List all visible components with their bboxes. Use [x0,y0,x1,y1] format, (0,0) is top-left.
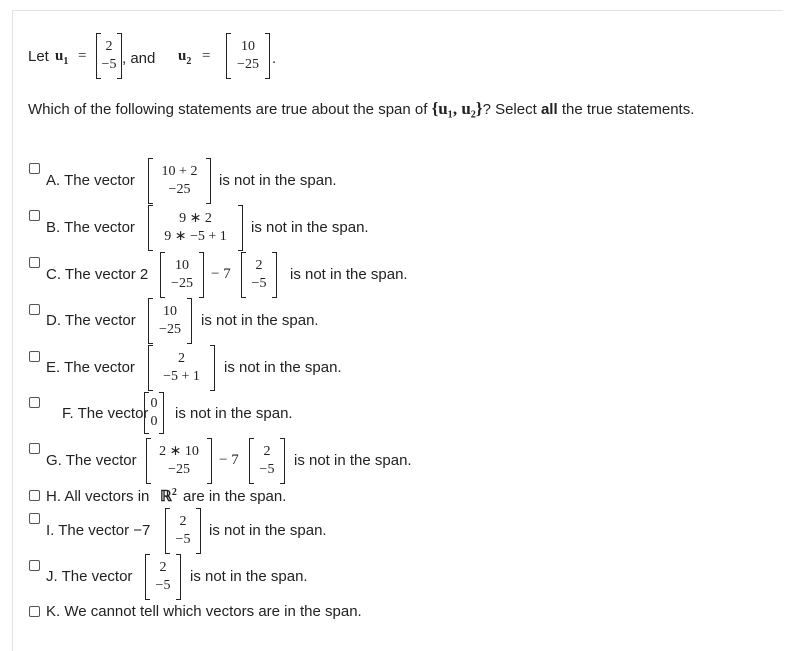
matrix-entry: −25 [237,57,259,72]
option-g-vector-1 [146,438,212,484]
checkbox-e[interactable] [29,351,40,362]
option-e-suffix: is not in the span. [224,359,342,376]
option-c-vector-1 [160,252,204,298]
option-i-vector [165,508,201,554]
matrix-entry: −5 [251,276,267,291]
matrix-entry: −5 + 1 [163,369,200,384]
checkbox-j[interactable] [29,560,40,571]
u2-vector [226,33,270,79]
option-c-minus: − 7 [211,266,231,282]
u2-symbol: $u_2$ [178,48,192,67]
intro-period: . [272,50,277,67]
matrix-entry: −25 [159,322,181,337]
matrix-entry: −5 [101,57,117,72]
option-d-label: D. The vector [46,312,136,329]
option-j-label: J. The vector [46,568,133,585]
matrix-entry: 2 ∗ 10 [159,444,199,459]
option-g-label: G. The vector [46,452,137,469]
option-a-vector [148,158,211,204]
matrix-entry: 10 + 2 [161,164,198,179]
option-g-vector-2 [249,438,285,484]
option-b-label: B. The vector [46,219,135,236]
option-d-suffix: is not in the span. [201,312,319,329]
intro-let: Let [28,48,49,65]
option-g-suffix: is not in the span. [294,452,412,469]
matrix-entry: 0 [150,396,158,411]
option-c-label: C. The vector 2 [46,266,149,283]
u1-symbol: $u_1$ [55,48,69,67]
checkbox-k[interactable] [29,606,40,617]
option-b-suffix: is not in the span. [251,219,369,236]
option-f-label: F. The vector [62,405,149,422]
matrix-entry: 10 [175,258,189,273]
matrix-entry: −5 [155,578,171,593]
matrix-entry: 2 [263,444,271,459]
option-i-label: I. The vector −7 [46,522,151,539]
option-a-label: A. The vector [46,172,135,189]
option-h-suffix: are in the span. [183,488,287,505]
checkbox-h[interactable] [29,490,40,501]
option-d-vector [148,298,192,344]
option-i-suffix: is not in the span. [209,522,327,539]
option-e-label: E. The vector [46,359,135,376]
option-f-suffix: is not in the span. [175,405,293,422]
checkbox-i[interactable] [29,513,40,524]
matrix-entry: 2 [178,351,185,366]
intro-and: , and [122,50,156,67]
option-h-space: ℝ$^2$ [160,487,177,505]
matrix-entry: −25 [171,276,193,291]
matrix-entry: 2 [255,258,263,273]
option-b-vector [148,205,243,251]
option-k-label: K. We cannot tell which vectors are in the span. [46,603,362,620]
question-text: Which of the following statements are true about the span of {u₁, u₂}? Select all the true statements. [28,99,695,118]
matrix-entry: 2 [105,39,113,54]
matrix-entry: −5 [175,532,191,547]
u1-vector [96,33,122,79]
matrix-entry: −25 [168,462,190,477]
matrix-entry: 10 [163,304,177,319]
matrix-entry: 0 [150,414,158,429]
checkbox-b[interactable] [29,210,40,221]
option-c-suffix: is not in the span. [290,266,408,283]
option-a-suffix: is not in the span. [219,172,337,189]
checkbox-g[interactable] [29,443,40,454]
matrix-entry: 10 [241,39,255,54]
option-c-vector-2 [241,252,277,298]
matrix-entry: 2 [179,514,187,529]
matrix-entry: 2 [159,560,167,575]
checkbox-f[interactable] [29,397,40,408]
option-j-vector [145,554,181,600]
matrix-entry: 9 ∗ −5 + 1 [164,229,227,244]
u2-equals: = [202,48,211,64]
option-j-suffix: is not in the span. [190,568,308,585]
matrix-entry: −25 [168,182,191,197]
checkbox-d[interactable] [29,304,40,315]
option-f-vector [144,392,164,434]
option-e-vector [148,345,215,391]
u1-equals: = [78,48,87,64]
option-g-minus: − 7 [219,452,239,468]
option-h-label: H. All vectors in [46,488,150,505]
span-set: {u₁, u₂} [431,99,483,118]
matrix-entry: 9 ∗ 2 [179,211,212,226]
matrix-entry: −5 [259,462,275,477]
checkbox-c[interactable] [29,257,40,268]
checkbox-a[interactable] [29,163,40,174]
